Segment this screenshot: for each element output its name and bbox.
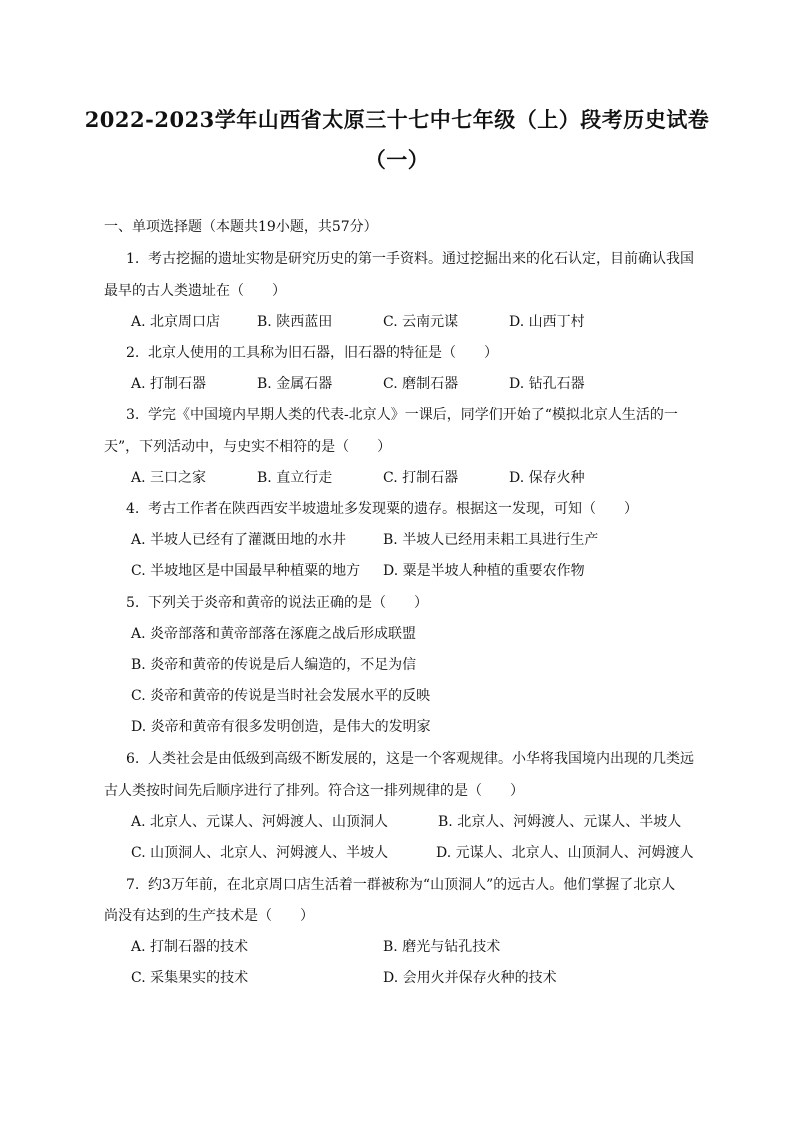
option-c[interactable]: C. 半坡地区是中国最早种植粟的地方 — [131, 563, 361, 579]
question-stem — [126, 748, 694, 768]
question-number: 6. — [126, 751, 140, 767]
option-d[interactable]: D. 会用火并保存火种的技术 — [383, 970, 557, 986]
option-c[interactable]: C. 磨制石器 — [383, 376, 459, 392]
question-number: 2. — [126, 345, 140, 361]
option-a[interactable]: A. 北京人、元谋人、河姆渡人、山顶洞人 — [131, 814, 389, 830]
option-b[interactable]: B. 金属石器 — [257, 376, 333, 392]
option-d[interactable]: D. 元谋人、北京人、山顶洞人、河姆渡人 — [436, 845, 694, 861]
section-heading: 一、单项选择题（本题共19小题，共57分） — [104, 219, 378, 235]
option-d[interactable]: D. 山西丁村 — [509, 314, 585, 330]
option-b[interactable]: B. 磨光与钻孔技术 — [383, 939, 501, 955]
option-d[interactable]: D. 钻孔石器 — [509, 376, 585, 392]
option-c[interactable]: C. 炎帝和黄帝的传说是当时社会发展水平的反映 — [131, 688, 431, 704]
question-stem — [126, 874, 675, 894]
question-number: 3. — [126, 407, 140, 423]
question-number: 7. — [126, 877, 140, 893]
question-stem — [126, 592, 428, 612]
option-a[interactable]: A. 北京周口店 — [131, 314, 221, 330]
option-c[interactable]: C. 打制石器 — [383, 470, 459, 486]
question-text: 下列关于炎帝和黄帝的说法正确的是（ ） — [148, 595, 428, 611]
option-a[interactable]: A. 打制石器 — [131, 376, 207, 392]
question-stem-cont: 最早的古人类遗址在（ ） — [104, 283, 286, 299]
question-text: 人类社会是由低级到高级不断发展的，这是一个客观规律。小华将我国境内出现的几类远 — [148, 751, 694, 767]
option-c[interactable]: C. 采集果实的技术 — [131, 970, 249, 986]
option-a[interactable]: A. 炎帝部落和黄帝部落在涿鹿之战后形成联盟 — [131, 626, 417, 642]
question-text: 约3万年前，在北京周口店生活着一群被称为“山顶洞人”的远古人。他们掌握了北京人 — [148, 877, 676, 893]
option-a[interactable]: A. 三口之家 — [131, 470, 207, 486]
question-stem — [126, 498, 638, 518]
option-b[interactable]: B. 北京人、河姆渡人、元谋人、半坡人 — [438, 814, 682, 830]
option-c[interactable]: C. 山顶洞人、北京人、河姆渡人、半坡人 — [131, 845, 389, 861]
question-text: 考古工作者在陕西西安半坡遗址多发现粟的遗存。根据这一发现，可知（ ） — [148, 501, 638, 517]
question-stem-cont: 尚没有达到的生产技术是（ ） — [104, 908, 314, 924]
question-text: 北京人使用的工具称为旧石器，旧石器的特征是（ ） — [148, 345, 498, 361]
option-a[interactable]: A. 半坡人已经有了灌溉田地的水井 — [131, 532, 347, 548]
option-a[interactable]: A. 打制石器的技术 — [131, 939, 249, 955]
option-b[interactable]: B. 直立行走 — [257, 470, 333, 486]
question-stem — [126, 342, 498, 362]
question-stem — [126, 404, 678, 424]
question-number: 4. — [126, 501, 140, 517]
question-stem — [126, 248, 694, 268]
option-d[interactable]: D. 炎帝和黄帝有很多发明创造，是伟大的发明家 — [131, 719, 431, 735]
question-text: 学完《中国境内早期人类的代表-北京人》一课后，同学们开始了“模拟北京人生活的一 — [148, 407, 678, 423]
question-number: 1. — [126, 251, 140, 267]
exam-title-line2: （一） — [364, 147, 430, 172]
option-d[interactable]: D. 粟是半坡人种植的重要农作物 — [383, 563, 585, 579]
option-b[interactable]: B. 陕西蓝田 — [257, 314, 333, 330]
question-stem-cont: 古人类按时间先后顺序进行了排列。符合这一排列规律的是（ ） — [104, 783, 524, 799]
option-b[interactable]: B. 半坡人已经用耒耜工具进行生产 — [383, 532, 599, 548]
question-number: 5. — [126, 595, 140, 611]
question-stem-cont: 天”，下列活动中，与史实不相符的是（ ） — [104, 439, 392, 455]
option-d[interactable]: D. 保存火种 — [509, 470, 585, 486]
option-c[interactable]: C. 云南元谋 — [383, 314, 459, 330]
exam-title-line1: 2022-2023学年山西省太原三十七中七年级（上）段考历史试卷 — [84, 107, 710, 132]
option-b[interactable]: B. 炎帝和黄帝的传说是后人编造的，不足为信 — [131, 657, 417, 673]
question-text: 考古挖掘的遗址实物是研究历史的第一手资料。通过挖掘出来的化石认定，目前确认我国 — [148, 251, 694, 267]
